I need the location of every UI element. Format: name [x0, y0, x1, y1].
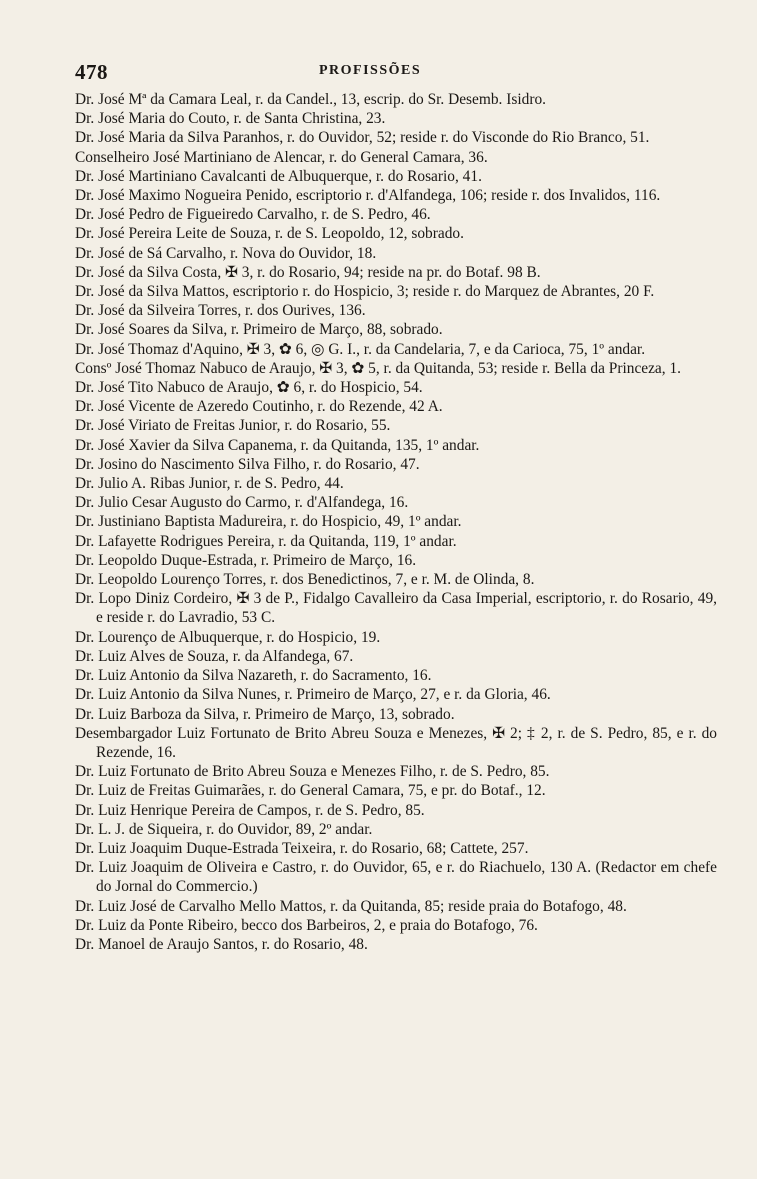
- directory-entry: Dr. Lafayette Rodrigues Pereira, r. da Quitanda, 119, 1º andar.: [75, 532, 457, 550]
- directory-entry: Dr. Luiz Joaquim de Oliveira e Castro, r. do Ouvidor, 65, e r. do Riachuelo, 130 A. (Redactor em chefe do Jornal do Commercio.): [75, 859, 717, 896]
- directory-entry: Dr. José de Sá Carvalho, r. Nova do Ouvidor, 18.: [75, 244, 377, 262]
- page-number: 478: [75, 60, 108, 84]
- directory-entry: Dr. Luiz Henrique Pereira de Campos, r. de S. Pedro, 85.: [75, 801, 425, 819]
- directory-entry: Dr. Lourenço de Albuquerque, r. do Hospicio, 19.: [75, 628, 381, 646]
- directory-entry: Dr. José Vicente de Azeredo Coutinho, r. do Rezende, 42 A.: [75, 398, 443, 416]
- directory-entry: Dr. Julio A. Ribas Junior, r. de S. Pedro, 44.: [75, 475, 344, 493]
- directory-entry: Dr. José Viriato de Freitas Junior, r. do Rosario, 55.: [75, 417, 391, 435]
- directory-entry: Dr. Luiz Barboza da Silva, r. Primeiro de Março, 13, sobrado.: [75, 705, 455, 723]
- directory-entry: Desembargador Luiz Fortunato de Brito Abreu Souza e Menezes, ✠ 2; ‡ 2, r. de S. Pedro, 85, e r. do Rezende, 16.: [75, 724, 717, 761]
- directory-entry: Dr. Luiz da Ponte Ribeiro, becco dos Barbeiros, 2, e praia do Botafogo, 76.: [75, 916, 538, 934]
- directory-entry: Dr. Luiz Fortunato de Brito Abreu Souza e Menezes Filho, r. de S. Pedro, 85.: [75, 763, 550, 781]
- directory-entry: Dr. Manoel de Araujo Santos, r. do Rosario, 48.: [75, 935, 368, 953]
- directory-entry: Dr. Josino do Nascimento Silva Filho, r. do Rosario, 47.: [75, 455, 420, 473]
- running-title: PROFISSÕES: [319, 63, 422, 78]
- directory-entry: Dr. José Xavier da Silva Capanema, r. da Quitanda, 135, 1º andar.: [75, 436, 480, 454]
- directory-entry: Conselheiro José Martiniano de Alencar, r. do General Camara, 36.: [75, 148, 488, 166]
- directory-entry: Dr. José da Silva Mattos, escriptorio r. do Hospicio, 3; reside r. do Marquez de Abrantes, 20 F.: [75, 283, 655, 301]
- page-header: [75, 54, 717, 84]
- directory-entry: Dr. Leopoldo Duque-Estrada, r. Primeiro de Março, 16.: [75, 551, 417, 569]
- directory-entry: Dr. José Pereira Leite de Souza, r. de S. Leopoldo, 12, sobrado.: [75, 225, 464, 243]
- directory-entry: Dr. Justiniano Baptista Madureira, r. do Hospicio, 49, 1º andar.: [75, 513, 462, 531]
- directory-entry: Dr. José Martiniano Cavalcanti de Albuquerque, r. do Rosario, 41.: [75, 167, 482, 185]
- directory-entry: Dr. José da Silveira Torres, r. dos Ourives, 136.: [75, 302, 366, 320]
- directory-entry: Dr. José Thomaz d'Aquino, ✠ 3, ✿ 6, ◎ G. I., r. da Candelaria, 7, e da Carioca, 75, 1º andar.: [75, 340, 646, 358]
- directory-entry: Dr. José da Silva Costa, ✠ 3, r. do Rosario, 94; reside na pr. do Botaf. 98 B.: [75, 263, 541, 281]
- directory-entry: Dr. José Maria da Silva Paranhos, r. do Ouvidor, 52; reside r. do Visconde do Rio Branco, 51.: [75, 129, 650, 147]
- directory-entry: Dr. Leopoldo Lourenço Torres, r. dos Benedictinos, 7, e r. M. de Olinda, 8.: [75, 571, 535, 589]
- directory-entries: [75, 90, 717, 954]
- directory-entry: Dr. José Mª da Camara Leal, r. da Candel., 13, escrip. do Sr. Desemb. Isidro.: [75, 91, 546, 108]
- directory-entry: Consº José Thomaz Nabuco de Araujo, ✠ 3, ✿ 5, r. da Quitanda, 53; reside r. Bella da Princeza, 1.: [75, 359, 682, 377]
- directory-entry: Dr. José Soares da Silva, r. Primeiro de Março, 88, sobrado.: [75, 321, 443, 339]
- directory-entry: Dr. Luiz Antonio da Silva Nunes, r. Primeiro de Março, 27, e r. da Gloria, 46.: [75, 686, 551, 704]
- directory-entry: Dr. Luiz Antonio da Silva Nazareth, r. do Sacramento, 16.: [75, 667, 432, 685]
- directory-entry: Dr. José Pedro de Figueiredo Carvalho, r. de S. Pedro, 46.: [75, 206, 431, 224]
- directory-entry: Dr. Julio Cesar Augusto do Carmo, r. d'Alfandega, 16.: [75, 494, 409, 512]
- directory-entry: Dr. José Tito Nabuco de Araujo, ✿ 6, r. do Hospicio, 54.: [75, 379, 423, 397]
- directory-entry: Dr. L. J. de Siqueira, r. do Ouvidor, 89, 2º andar.: [75, 820, 373, 838]
- directory-entry: Dr. Lopo Diniz Cordeiro, ✠ 3 de P., Fidalgo Cavalleiro da Casa Imperial, escriptorio, r. do Rosario, 49, e reside r. do Lavradio, 53 C.: [75, 590, 717, 627]
- directory-entry: Dr. Luiz José de Carvalho Mello Mattos, r. da Quitanda, 85; reside praia do Botafogo, 48.: [75, 897, 627, 915]
- directory-entry: Dr. Luiz de Freitas Guimarães, r. do General Camara, 75, e pr. do Botaf., 12.: [75, 782, 546, 800]
- directory-entry: Dr. Luiz Joaquim Duque-Estrada Teixeira, r. do Rosario, 68; Cattete, 257.: [75, 839, 529, 857]
- directory-entry: Dr. José Maximo Nogueira Penido, escriptorio r. d'Alfandega, 106; reside r. dos Invalidos, 116.: [75, 187, 661, 205]
- directory-entry: Dr. Luiz Alves de Souza, r. da Alfandega, 67.: [75, 647, 354, 665]
- directory-entry: Dr. José Maria do Couto, r. de Santa Christina, 23.: [75, 110, 386, 128]
